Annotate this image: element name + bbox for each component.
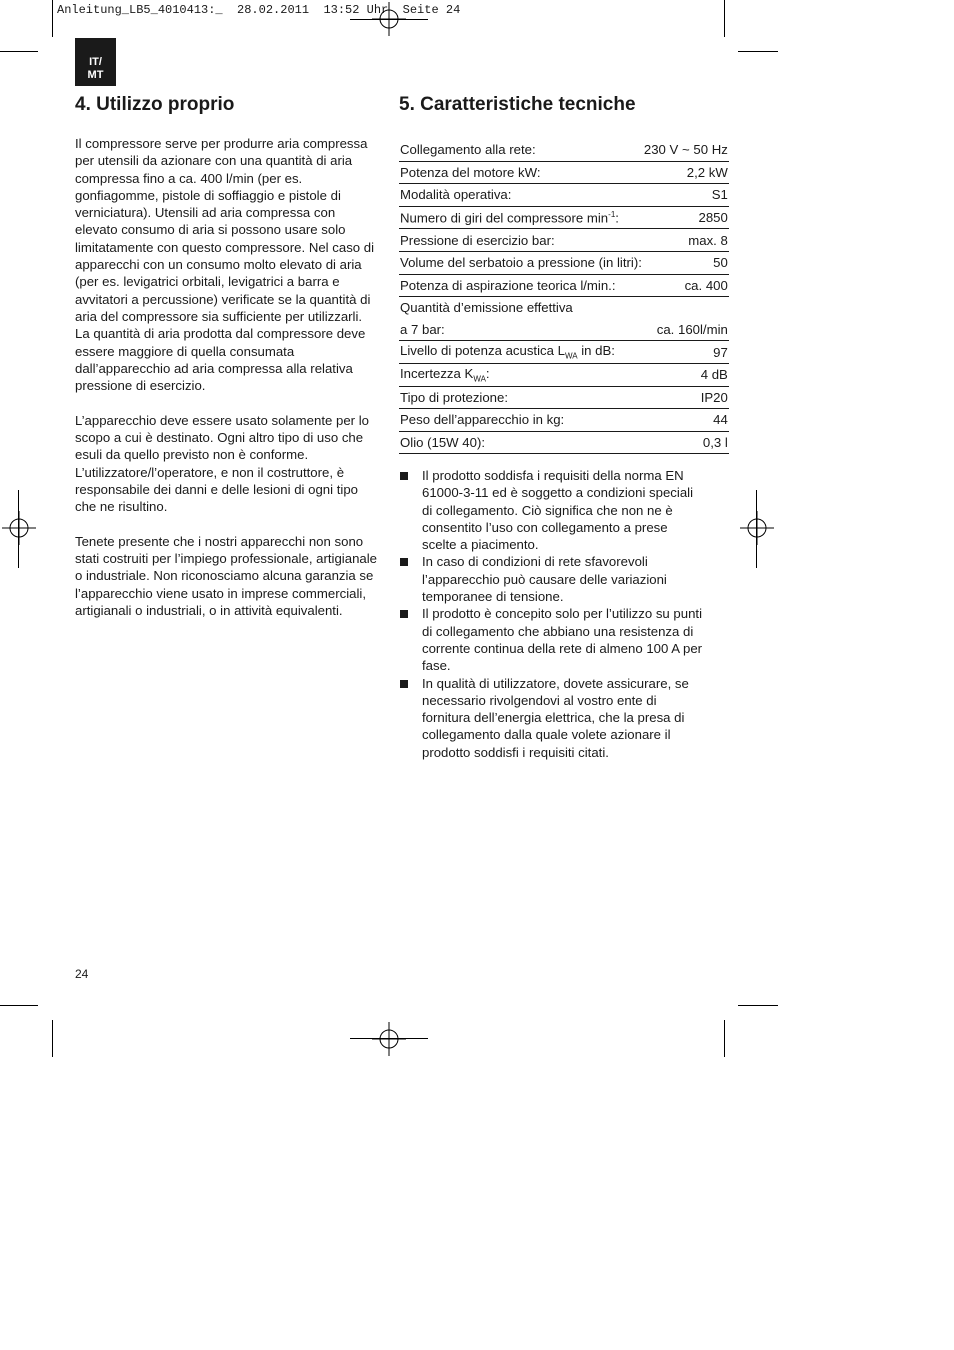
spec-value: 50	[643, 251, 729, 274]
list-item-text: In qualità di utilizzatore, dovete assicurare, se necessario rivolgendovi al vostro ente di fornitura dell’energia elettrica, che la presa di collegamento dalla quale volete azionare il prodotto soddisfi i requisiti citati.	[422, 675, 689, 760]
spec-value: ca. 400	[643, 274, 729, 297]
spec-label-text: Incertezza K	[400, 365, 474, 381]
spec-value	[643, 297, 729, 319]
spec-label	[399, 363, 643, 386]
spec-label: Olio (15W 40):	[399, 431, 643, 454]
registration-mark-icon	[740, 511, 774, 545]
spec-label: Pressione di esercizio bar:	[399, 229, 643, 252]
registration-line	[18, 490, 19, 568]
list-item	[399, 467, 704, 553]
crop-mark	[724, 1020, 725, 1057]
spec-value: 230 V ~ 50 Hz	[643, 139, 729, 161]
spec-label-text: Numero di giri del compressore min	[400, 210, 609, 226]
language-badge-line: IT/	[89, 56, 102, 68]
list-item-text: Il prodotto soddisfa i requisiti della norma EN 61000-3-11 ed è soggetto a condizioni speciali di collegamento. Ciò significa che non ne è consentito l’uso con collegamento a prese scelte a piacimento.	[422, 468, 694, 553]
registration-mark-icon	[2, 511, 36, 545]
table-row	[399, 363, 729, 386]
paragraph: Il compressore serve per produrre aria compressa per utensili da azionare con una quantità di aria compressa fino a ca. 400 l/min (per es. gonfiagomme, pistole di soffiaggio e pistole di verniciatura). Utensili ad aria compressa con elevato consumo di aria si possono usare solo limitatamente con questo compressore. Nel caso di apparecchi con un consumo molto elevato di aria (per es. levigatrici orbitali, levigatrici a barra e avvitatori a percussione) verificate se la quantità di aria del compressore sia sufficiente per utilizzarli. La quantità di aria prodotta dal compressore deve essere maggiore di quella consumata dall’apparecchio ad aria compressa alla relativa pressione di esercizio.	[75, 136, 375, 394]
crop-mark	[52, 1020, 53, 1057]
registration-line	[756, 490, 757, 568]
page-number: 24	[75, 967, 89, 981]
language-badge	[75, 38, 116, 86]
crop-mark	[724, 0, 725, 37]
crop-mark	[738, 1005, 778, 1006]
spec-value: 97	[643, 341, 729, 364]
registration-line	[350, 1038, 428, 1039]
spec-value: 0,3 l	[643, 431, 729, 454]
language-badge-line: MT	[87, 69, 104, 81]
spec-label: Peso dell’apparecchio in kg:	[399, 409, 643, 432]
crop-mark	[0, 1005, 38, 1006]
table-row	[399, 251, 729, 274]
spec-label	[399, 206, 643, 229]
spec-label-text: :	[615, 210, 619, 226]
section-title-caratteristiche: 5. Caratteristiche tecniche	[399, 94, 636, 115]
print-slug: Anleitung_LB5_4010413:_ 28.02.2011 13:52 Uhr Seite 24	[57, 3, 461, 17]
spec-label: a 7 bar:	[399, 319, 643, 341]
section-title-utilizzo: 4. Utilizzo proprio	[75, 94, 235, 115]
table-row	[399, 184, 729, 207]
table-row	[399, 206, 729, 229]
paragraph: Tenete presente che i nostri apparecchi non sono stati costruiti per l’impiego professionale, artigianale o industriale. Non riconosciamo alcuna garanzia se l’apparecchio viene usato in imprese commerciali, artigianali o industriali, o in attività equivalenti.	[75, 533, 377, 619]
crop-mark	[0, 51, 38, 52]
spec-label: Quantità d’emissione effettiva	[400, 300, 573, 316]
list-item	[399, 605, 704, 674]
spec-label: Potenza di aspirazione teorica l/min.:	[399, 274, 643, 297]
table-row	[399, 274, 729, 297]
table-row	[399, 229, 729, 252]
crop-mark	[52, 0, 53, 37]
spec-value: max. 8	[643, 229, 729, 252]
table-row	[399, 319, 729, 341]
list-item	[399, 553, 704, 605]
spec-value: S1	[643, 184, 729, 207]
spec-label-sub: WA	[473, 374, 486, 384]
spec-label: Potenza del motore kW:	[399, 161, 643, 184]
list-item-text: In caso di condizioni di rete sfavorevoli l’apparecchio può causare delle variazioni temporanee di tensione.	[422, 554, 667, 605]
spec-value: 2,2 kW	[643, 161, 729, 184]
square-bullet-icon	[400, 472, 408, 480]
registration-mark-icon	[372, 1022, 406, 1056]
spec-label-text: :	[485, 365, 490, 381]
spec-label: Volume del serbatoio a pressione (in litri):	[399, 251, 643, 274]
square-bullet-icon	[400, 558, 408, 566]
list-item-text: Il prodotto è concepito solo per l’utilizzo su punti di collegamento che abbiano una resistenza di corrente continua della rete di almeno 100 A per fase.	[422, 606, 703, 674]
spec-value: 4 dB	[643, 363, 729, 386]
table-row	[399, 297, 729, 319]
table-row	[399, 139, 729, 161]
requirements-list	[399, 467, 704, 761]
registration-line	[350, 19, 428, 20]
crop-mark	[738, 51, 778, 52]
table-row	[399, 341, 729, 364]
table-row	[399, 161, 729, 184]
spec-label-sup: -1	[608, 209, 616, 219]
table-row	[399, 431, 729, 454]
spec-table	[399, 139, 729, 454]
spec-label	[399, 341, 643, 364]
square-bullet-icon	[400, 680, 408, 688]
table-row	[399, 386, 729, 409]
square-bullet-icon	[400, 610, 408, 618]
spec-label: Collegamento alla rete:	[399, 139, 643, 161]
spec-value: ca. 160l/min	[643, 319, 729, 341]
table-row	[399, 409, 729, 432]
spec-label-text: in dB:	[577, 343, 615, 359]
list-item	[399, 675, 704, 761]
paragraph: L’apparecchio deve essere usato solamente per lo scopo a cui è destinato. Ogni altro tipo di uso che esuli da quello previsto non è conforme. L’utilizzatore/l’operatore, e non il costruttore, è responsabile dei danni e delle lesioni di ogni tipo che ne risultino.	[75, 412, 369, 515]
spec-label-sub: WA	[564, 351, 578, 361]
spec-label-text: Livello di potenza acustica L	[400, 343, 565, 359]
spec-label: Modalità operativa:	[399, 184, 643, 207]
spec-value: 44	[643, 409, 729, 432]
spec-value: 2850	[643, 206, 729, 229]
spec-value: IP20	[643, 386, 729, 409]
spec-label: Tipo di protezione:	[399, 386, 643, 409]
section-body-utilizzo	[75, 135, 380, 637]
